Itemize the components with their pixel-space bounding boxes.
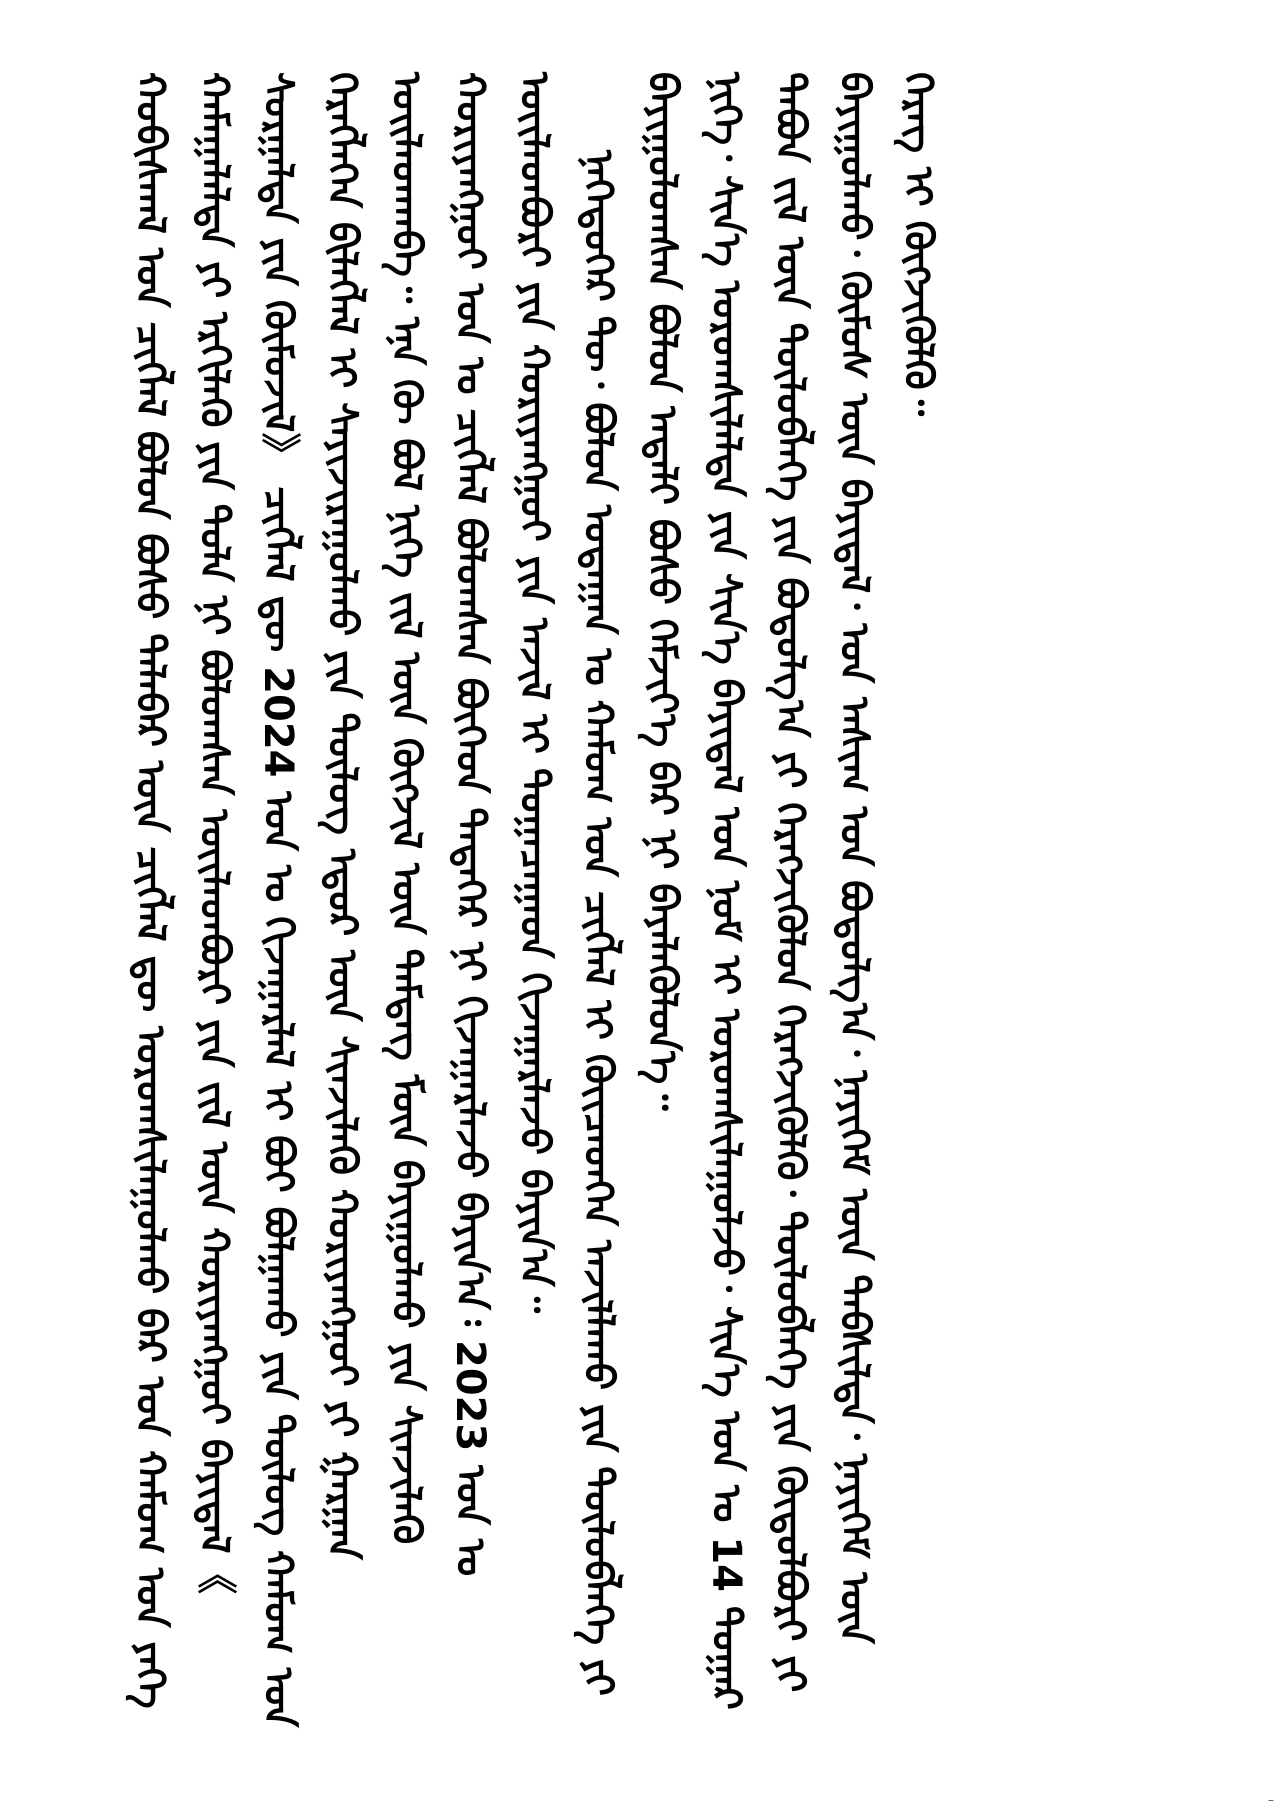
paragraph-2: ᠨᠡᠭᠡᠳᠦᠭᠡᠷ ᠲᠦ᠂ ᠪᠣᠯᠤᠨ ᠤᠳᠠᠭᠠᠨ ᠤ ᠬᠠᠮᠤᠭ ᠤᠨ ᠴᠢᠭᠯᠡᠯ ᠢ ᠭᠦᠢᠴᠡᠳᠬᠡᠨ ᠠᠵᠢᠯᠯᠠᠬᠤ ᠶᠢᠨ ᠲᠥᠯᠥᠪᠯᠡᠭᠡ ᠶᠢ ᠪᠠᠶᠢᠭᠤᠯᠤᠭᠰᠠᠨ ᠪᠣᠯᠤᠨ ᠠᠳᠠᠯᠢ ᠪᠣᠰᠤ ᠬᠡᠮᠵᠢᠶ᠎ᠡ ᠪᠠᠷ ᠨᠢ ᠪᠡᠶᠡᠯᠡᠭᠦᠯᠦᠨ᠎ᠡ᠃ (575, 72, 685, 1696)
page-corner-mark: – (1268, 1793, 1274, 1807)
mongolian-text-body (118, 72, 1138, 1732)
paragraph-3: ᠨᠢᠭᠡ᠂ ᠰᠢᠨ᠎ᠡ ᠤᠷᠤᠭᠰᠢᠯᠠᠯᠲᠠ ᠶᠢᠨ ᠰᠢᠨ᠎ᠡ ᠪᠠᠶᠢᠳᠠᠯ ᠤᠨ ᠨᠣᠮ ᠢ ᠤᠷᠤᠭᠰᠢᠯᠠᠭᠤᠯᠵᠤ᠂ ᠰᠢᠨ᠎ᠡ ᠣᠨ ᠤ 14 ᠳᠤᠭᠠᠷ ᠲᠠᠪᠤᠨ ᠵᠢᠯ ᠦᠨ ᠲᠥᠯᠥᠪᠯᠡᠭᠡ ᠶᠢᠨ ᠪᠣᠳᠤᠯᠭ᠎ᠠ ᠶᠢ ᠬᠡᠷᠡᠭᠵᠢᠭᠦᠯᠦᠨ ᠬᠡᠷᠡᠭᠵᠢᠭᠦᠯᠬᠦ᠂ ᠲᠥᠯᠥᠪᠯᠡᠭᠡ ᠶᠢᠨ ᠬᠥᠲᠦᠯᠪᠦᠷᠢ ᠶᠢ ᠪᠠᠶᠢᠭᠤᠯᠬᠤ᠂ ᠬᠦᠮᠦᠰ ᠦᠨ ᠪᠠᠶᠢᠳᠠᠯ᠂ ᠡᠳ ᠠᠰᠢᠭ ᠤᠨ ᠪᠣᠳᠣᠯᠭ᠎ᠠ᠂ ᠨᠡᠶᠢᠭᠡᠮ ᠦᠨ ᠳᠡᠪᠰᠢᠯᠲᠡ᠂ ᠨᠡᠶᠢᠭᠡᠮ ᠦᠨ ᠬᠡᠷᠡᠭ ᠢ ᠬᠥᠭᠵᠢᠭᠦᠯᠬᠦ᠃ (703, 72, 941, 1710)
paragraph-1: ᠬᠤᠪᠢᠰᠬᠠᠯ ᠤᠨ ᠴᠢᠭᠯᠡᠯ ᠪᠣᠯᠤᠨ ᠪᠤᠰᠤ ᠲᠠᠯᠠᠪᠠᠷ ᠦᠨ ᠴᠢᠭᠯᠡᠯ ᠳᠦ ᠤᠷᠤᠭᠰᠢᠯᠠᠭᠤᠯᠬᠤ ᠪᠠᠷ ᠤᠨ ᠬᠠᠮᠤᠭ ᠤᠨ ᠶᠡᠬᠡ ᠬᠠᠮᠠᠭᠠᠯᠠᠯᠲᠠ ᠶᠢ ᠡᠷᠬᠢᠯᠡᠬᠦ ᠶᠢᠨ ᠳᠤᠯᠠ ᠨᠢ ᠪᠣᠯᠤᠭᠰᠠᠨ ᠦᠢᠯᠡᠳᠪᠦᠷᠢ ᠶᠢᠨ ᠵᠢᠯ ᠦᠨ ᠬᠤᠷᠢᠶᠠᠩᠭᠤᠢ ᠪᠠᠶᠢᠳᠠᠯ《 ᠰᠤᠷᠭᠠᠯᠳᠠ ᠶᠢᠨ ᠬᠦᠮᠦᠵᠢᠯ》 ᠴᠢᠭᠯᠡᠯ ᠳᠦ 2024 ᠣᠨ ᠤ ᠬᠢᠵᠠᠭᠠᠷᠯᠠᠯ ᠢ ᠪᠤᠢ ᠪᠣᠯᠭᠠᠬᠤ ᠶᠢᠨ ᠲᠥᠯᠥᠭ ᠬᠠᠮᠤᠭ ᠤᠨ ᠬᠡᠷᠡᠭᠯᠡᠭᠡᠨ ᠪᠢᠯᠡᠭᠯᠡᠯ ᠢ ᠰᠠᠶᠢᠵᠢᠷᠠᠭᠤᠯᠬᠤ ᠶᠢᠨ ᠲᠥᠯᠥᠭ ᠡᠳᠦᠷ ᠦᠨ ᠰᠢᠨᠵᠢᠯᠡᠬᠦ ᠬᠤᠷᠢᠶᠠᠩᠭᠤᠢ ᠶᠢ ᠭᠠᠷᠭᠠᠨ ᠤᠢᠯᠠᠳᠬᠠᠪᠠ᠃ ᠡᠨᠡ ᠬᠦ ᠪᠣᠯ ᠨᠢᠭᠡ ᠵᠢᠯ ᠦᠨ ᠬᠥᠭᠵᠢᠯ ᠦᠨ ᠲᠡᠮᠳᠡᠭ ᠮᠥᠨ ᠪᠠᠶᠢᠭᠤᠯᠬᠤ ᠶᠢᠨ ᠰᠢᠨᠵᠢᠯᠡᠬᠦ ᠬᠤᠷᠢᠶᠠᠩᠭᠤᠢ ᠣᠨ ᠤ ᠴᠢᠭᠯᠡᠯ ᠪᠣᠯᠤᠭᠰᠠᠨ ᠪᠦᠭᠡᠳ ᠲᠡᠳᠡᠭᠡᠷ ᠨᠢ ᠬᠢᠵᠠᠭᠠᠷᠯᠠᠵᠤ ᠪᠠᠶᠢᠨ᠎ᠠ᠄ 2023 ᠣᠨ ᠤ ᠦᠢᠯᠡᠳᠪᠦᠷᠢ ᠶᠢᠨ ᠬᠤᠷᠢᠶᠠᠩᠭᠤᠢ ᠶᠢᠨ ᠠᠵᠢᠯ ᠢ ᠲᠣᠭᠠᠴᠠᠭᠠᠳ ᠬᠢᠵᠠᠭᠠᠷᠯᠠᠵᠤ ᠪᠠᠶᠢᠨ᠎ᠠ᠃ (127, 72, 557, 1728)
